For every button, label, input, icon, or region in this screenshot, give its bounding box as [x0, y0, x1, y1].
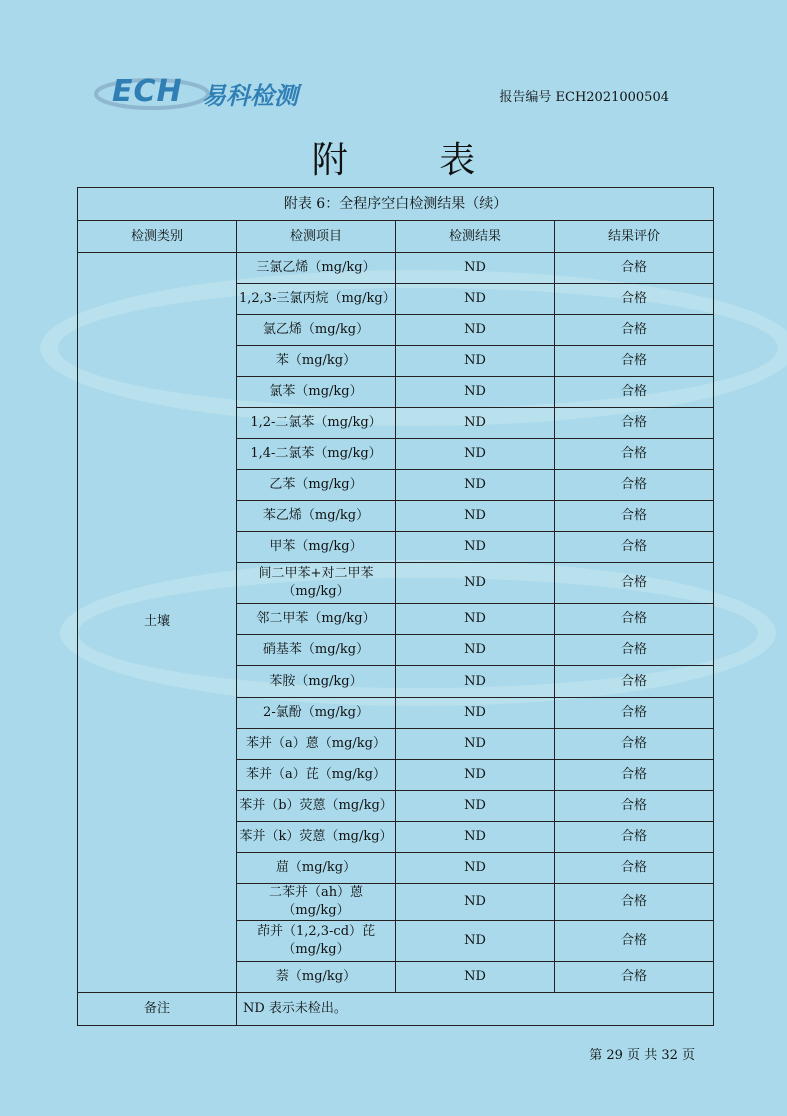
item-cell: 氯乙烯（mg/kg） [237, 315, 396, 346]
category-cell: 土壤 [78, 253, 237, 993]
evaluation-cell: 合格 [555, 821, 714, 852]
result-cell: ND [396, 439, 555, 470]
evaluation-cell: 合格 [555, 563, 714, 604]
item-cell: 硝基苯（mg/kg） [237, 635, 396, 666]
evaluation-cell: 合格 [555, 315, 714, 346]
evaluation-cell: 合格 [555, 439, 714, 470]
evaluation-cell: 合格 [555, 284, 714, 315]
evaluation-cell: 合格 [555, 920, 714, 961]
result-cell: ND [396, 852, 555, 883]
evaluation-cell: 合格 [555, 666, 714, 697]
results-table [77, 187, 714, 1026]
item-cell: 萘（mg/kg） [237, 961, 396, 992]
item-cell: 苯（mg/kg） [237, 346, 396, 377]
table-header-row [78, 221, 714, 253]
evaluation-cell: 合格 [555, 532, 714, 563]
result-cell: ND [396, 790, 555, 821]
result-cell: ND [396, 635, 555, 666]
result-cell: ND [396, 883, 555, 920]
evaluation-cell: 合格 [555, 728, 714, 759]
item-cell: 乙苯（mg/kg） [237, 470, 396, 501]
item-cell: 苯胺（mg/kg） [237, 666, 396, 697]
result-cell: ND [396, 346, 555, 377]
result-cell: ND [396, 253, 555, 284]
column-header: 结果评价 [555, 221, 714, 253]
result-cell: ND [396, 728, 555, 759]
evaluation-cell: 合格 [555, 759, 714, 790]
evaluation-cell: 合格 [555, 346, 714, 377]
result-cell: ND [396, 377, 555, 408]
item-cell: 间二甲苯+对二甲苯（mg/kg） [237, 563, 396, 604]
column-header: 检测结果 [396, 221, 555, 253]
table-caption-row [78, 188, 714, 221]
result-cell: ND [396, 315, 555, 346]
item-cell: 苯并（a）蒽（mg/kg） [237, 728, 396, 759]
column-header: 检测类别 [78, 221, 237, 253]
report-number-value: ECH2021000504 [555, 90, 669, 105]
result-cell: ND [396, 284, 555, 315]
item-cell: 三氯乙烯（mg/kg） [237, 253, 396, 284]
evaluation-cell: 合格 [555, 790, 714, 821]
table-caption: 附表 6：全程序空白检测结果（续） [78, 188, 714, 221]
result-cell: ND [396, 532, 555, 563]
page-number: 第 29 页 共 32 页 [589, 1048, 695, 1063]
report-number-label: 报告编号 [499, 90, 552, 105]
result-cell: ND [396, 961, 555, 992]
evaluation-cell: 合格 [555, 961, 714, 992]
item-cell: 甲苯（mg/kg） [237, 532, 396, 563]
result-cell: ND [396, 759, 555, 790]
evaluation-cell: 合格 [555, 253, 714, 284]
item-cell: 二苯并（ah）蒽（mg/kg） [237, 883, 396, 920]
item-cell: 苯并（a）芘（mg/kg） [237, 759, 396, 790]
item-cell: 苯并（b）荧蒽（mg/kg） [237, 790, 396, 821]
table-row [78, 253, 714, 284]
item-cell: 1,2,3-三氯丙烷（mg/kg） [237, 284, 396, 315]
logo-cn-text: 易科检测 [202, 82, 298, 110]
evaluation-cell: 合格 [555, 697, 714, 728]
item-cell: 茚并（1,2,3-cd）芘（mg/kg） [237, 920, 396, 961]
evaluation-cell: 合格 [555, 635, 714, 666]
item-cell: 1,4-二氯苯（mg/kg） [237, 439, 396, 470]
evaluation-cell: 合格 [555, 852, 714, 883]
logo-text: ECH [112, 74, 183, 109]
company-logo [92, 72, 332, 112]
evaluation-cell: 合格 [555, 604, 714, 635]
item-cell: 氯苯（mg/kg） [237, 377, 396, 408]
result-cell: ND [396, 604, 555, 635]
result-cell: ND [396, 697, 555, 728]
result-cell: ND [396, 666, 555, 697]
item-cell: 䓛（mg/kg） [237, 852, 396, 883]
page-title: 附 表 [311, 140, 516, 181]
result-cell: ND [396, 563, 555, 604]
item-cell: 苯并（k）荧蒽（mg/kg） [237, 821, 396, 852]
column-header: 检测项目 [237, 221, 396, 253]
result-cell: ND [396, 501, 555, 532]
evaluation-cell: 合格 [555, 408, 714, 439]
item-cell: 邻二甲苯（mg/kg） [237, 604, 396, 635]
result-cell: ND [396, 821, 555, 852]
result-cell: ND [396, 920, 555, 961]
result-cell: ND [396, 470, 555, 501]
item-cell: 苯乙烯（mg/kg） [237, 501, 396, 532]
remark-text: ND 表示未检出。 [237, 992, 714, 1025]
evaluation-cell: 合格 [555, 883, 714, 920]
report-number [499, 86, 669, 105]
evaluation-cell: 合格 [555, 470, 714, 501]
item-cell: 1,2-二氯苯（mg/kg） [237, 408, 396, 439]
item-cell: 2-氯酚（mg/kg） [237, 697, 396, 728]
remark-row [78, 992, 714, 1025]
evaluation-cell: 合格 [555, 377, 714, 408]
remark-label: 备注 [78, 992, 237, 1025]
result-cell: ND [396, 408, 555, 439]
evaluation-cell: 合格 [555, 501, 714, 532]
